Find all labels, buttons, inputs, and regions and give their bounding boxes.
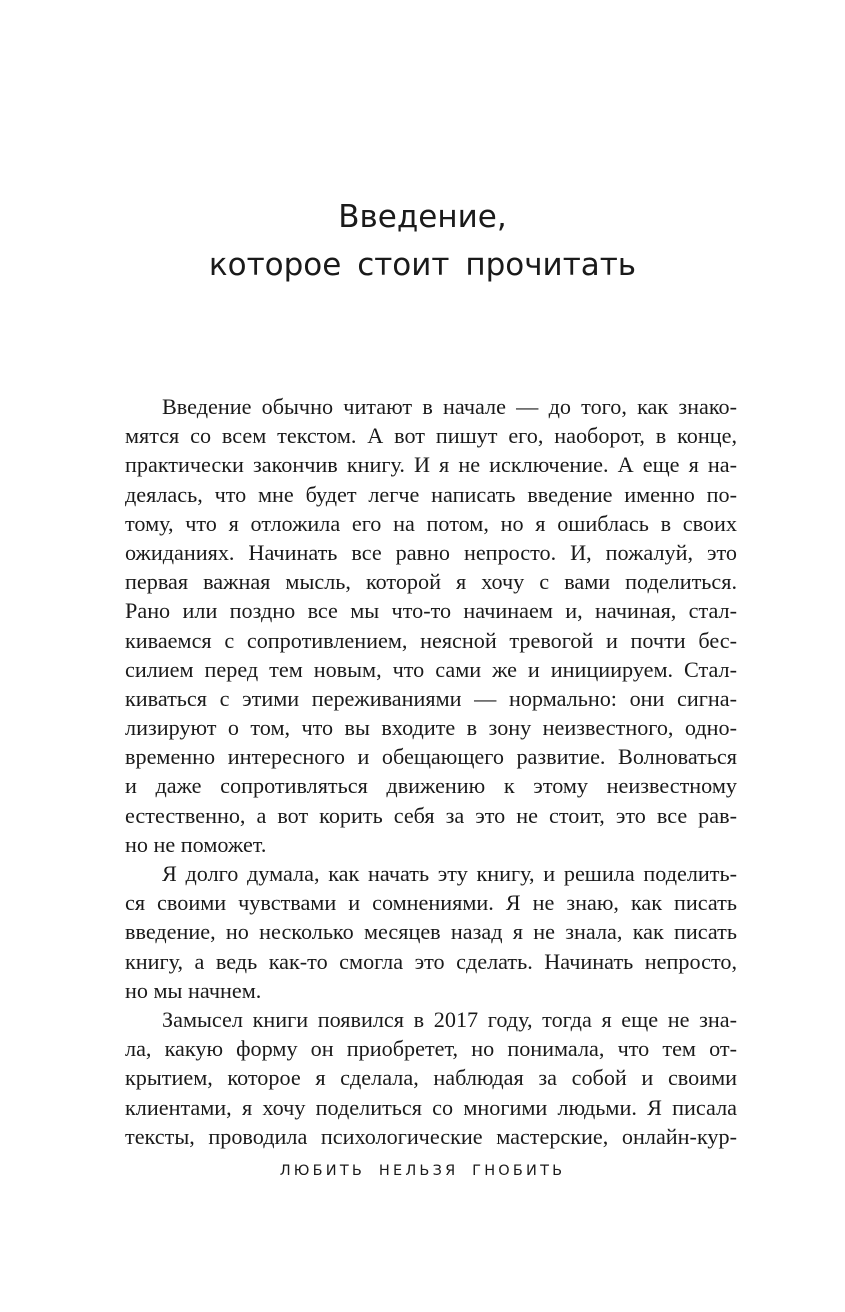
chapter-title-line-2: которое стоит прочитать <box>208 247 637 283</box>
chapter-title <box>0 193 845 289</box>
text-line: киваемся с сопротивлением, неясной тревогой и почти бес- <box>125 627 737 653</box>
text-line: книгу, а ведь как-то смогла это сделать. Начинать непросто, <box>125 948 737 974</box>
running-footer: ЛЮБИТЬ НЕЛЬЗЯ ГНОБИТЬ <box>279 1163 566 1179</box>
text-line: но не поможет. <box>125 831 267 857</box>
text-line: Рано или поздно все мы что-то начинаем и, начиная, стал- <box>125 598 737 624</box>
text-line: Введение обычно читают в начале — до того, как знако- <box>162 394 737 419</box>
text-line: но мы начнем. <box>125 977 262 1003</box>
text-line: естественно, а вот корить себя за это не стоит, это все рав- <box>125 802 737 828</box>
text-line: киваться с этими переживаниями — нормально: они сигна- <box>125 685 737 711</box>
text-line: ся своими чувствами и сомнениями. Я не знаю, как писать <box>125 890 737 916</box>
text-line: деялась, что мне будет легче написать введение именно по- <box>125 481 737 507</box>
text-line: практически закончив книгу. И я не исключение. А еще я на- <box>125 452 737 478</box>
text-line: и даже сопротивляться движению к этому неизвестному <box>125 773 737 799</box>
text-line: Замысел книги появился в 2017 году, тогда я еще не зна- <box>162 1006 737 1032</box>
text-line: тому, что я отложила его на потом, но я ошиблась в своих <box>125 510 737 536</box>
text-line: лизируют о том, что вы входите в зону неизвестного, одно- <box>125 715 737 741</box>
text-line: введение, но несколько месяцев назад я не знала, как писать <box>125 919 737 945</box>
text-line: временно интересного и обещающего развитие. Волноваться <box>125 744 737 770</box>
text-line: мятся со всем текстом. А вот пишут его, наоборот, в конце, <box>125 423 737 449</box>
text-line: крытием, которое я сделала, наблюдая за собой и своими <box>125 1065 737 1091</box>
text-line: ожиданиях. Начинать все равно непросто. И, пожалуй, это <box>125 539 737 565</box>
text-line: ла, какую форму он приобретет, но понимала, что тем от- <box>125 1036 737 1062</box>
text-line: клиентами, я хочу поделиться со многими людьми. Я писала <box>125 1094 737 1120</box>
text-line: тексты, проводила психологические мастерские, онлайн-кур- <box>125 1123 737 1149</box>
chapter-title-line-1: Введение, <box>338 199 507 235</box>
text-line: силием перед тем новым, что сами же и инициируем. Стал- <box>125 656 737 682</box>
body-text <box>125 392 737 1151</box>
text-line: первая важная мысль, которой я хочу с вами поделиться. <box>125 569 737 595</box>
text-line: Я долго думала, как начать эту книгу, и решила поделить- <box>162 861 737 886</box>
